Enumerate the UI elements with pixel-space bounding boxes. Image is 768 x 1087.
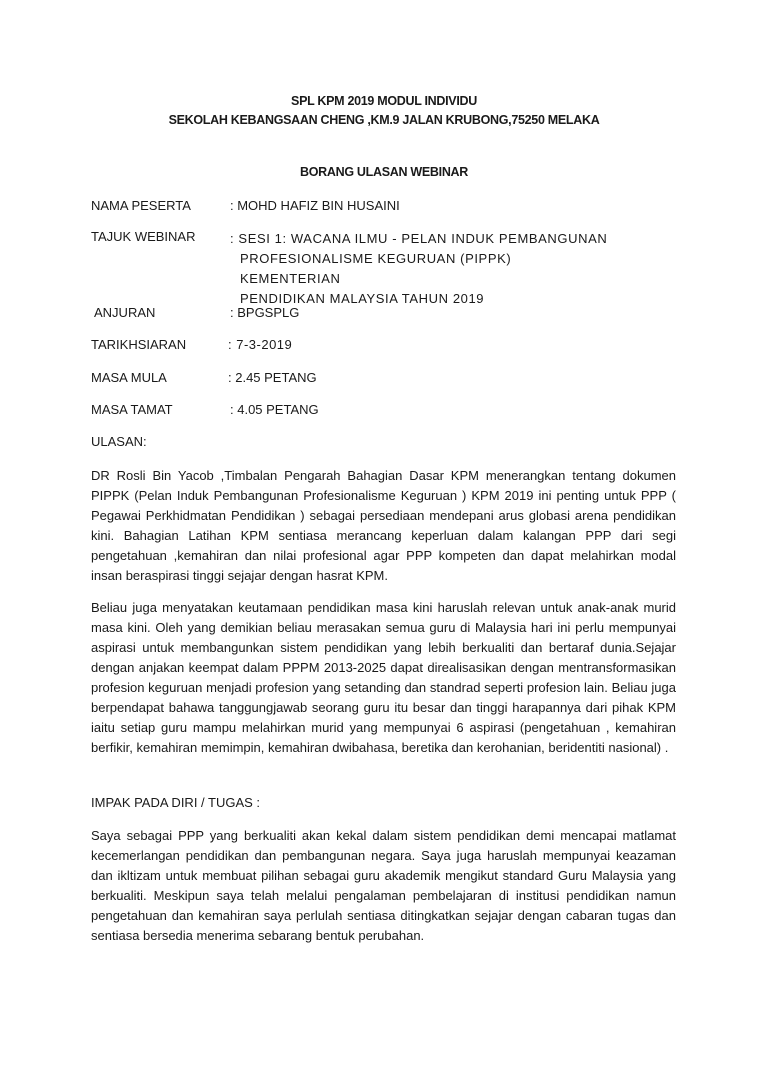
form-title: BORANG ULASAN WEBINAR	[300, 165, 468, 179]
ulasan-label: ULASAN:	[91, 434, 147, 449]
tarikh-siaran-value: : 7-3-2019	[228, 337, 293, 352]
tajuk-line-1: : SESI 1: WACANA ILMU - PELAN INDUK PEMBANGUNAN	[230, 231, 608, 246]
anjuran-value: : BPGSPLG	[230, 305, 300, 320]
tajuk-line-2: PROFESIONALISME KEGURUAN (PIPPK) KEMENTERIAN	[240, 251, 512, 286]
anjuran-label: ANJURAN	[94, 305, 156, 320]
tajuk-webinar-value	[230, 229, 610, 309]
ulasan-paragraph-2: Beliau juga menyatakan keutamaan pendidikan masa kini haruslah relevan untuk anak-anak murid masa kini. Oleh yang demikian beliau merasakan semua guru di Malaysia hari ini perlu mempunyai aspirasi untuk membangunkan sistem pendidikan yang lebih berkualiti dan bertaraf dunia.Sejajar dengan anjakan keempat dalam PPPM 2013-2025 dapat direalisasikan dengan mentransformasikan profesion keguruan menjadi profesion yang setanding dan standrad seperti profesion lain. Beliau juga berpendapat bahawa tanggungjawab seorang guru itu besar dan tinggi harapannya dari pihak KPM iaitu setiap guru mampu melahirkan murid yang mempunyai 6 aspirasi (pengetahuan , kemahiran berfikir, kemahiran memimpin, kemahiran dwibahasa, beretika dan kerohanian, beridentiti nasional) .	[91, 600, 676, 755]
nama-peserta-value: : MOHD HAFIZ BIN HUSAINI	[230, 198, 400, 213]
ulasan-paragraph-1: DR Rosli Bin Yacob ,Timbalan Pengarah Bahagian Dasar KPM menerangkan tentang dokumen PIPPK (Pelan Induk Pembangunan Profesionalisme Keguruan ) KPM 2019 ini penting untuk PPP ( Pegawai Perkhidmatan Pendidikan ) sebagai persediaan mendepani arus globasi arena pendidikan kini. Bahagian Latihan KPM sentiasa merancang keperluan dalam kalangan PPP dari segi pengetahuan ,kemahiran dan nilai profesional agar PPP kompeten dan dapat melahirkan modal insan beraspirasi tinggi sejajar dengan hasrat KPM.	[91, 468, 676, 583]
tajuk-webinar-label: TAJUK WEBINAR	[91, 229, 196, 244]
school-address: SEKOLAH KEBANGSAAN CHENG ,KM.9 JALAN KRUBONG,75250 MELAKA	[168, 113, 600, 127]
nama-peserta-label: NAMA PESERTA	[91, 198, 191, 213]
impak-label: IMPAK PADA DIRI / TUGAS :	[91, 795, 261, 810]
header-line-1: SPL KPM 2019 MODUL INDIVIDU	[291, 94, 477, 108]
masa-mula-value: : 2.45 PETANG	[228, 370, 317, 385]
tajuk-line-3: PENDIDIKAN MALAYSIA TAHUN 2019	[240, 291, 485, 306]
impak-paragraph: Saya sebagai PPP yang berkualiti akan kekal dalam sistem pendidikan demi mencapai matlamat kecemerlangan pendidikan dan pembangunan negara. Saya juga haruslah mempunyai keazaman dan ikltizam untuk membuat pilihan sebagai guru akademik mengikut standard Guru Malaysia yang berkualiti. Meskipun saya telah melalui pengalaman pembelajaran di institusi pendidikan namun pengetahuan dan kemahiran saya perlulah sentiasa ditingkatkan sejajar dengan cabaran tugas dan sentiasa bersedia menerima sebarang bentuk perubahan.	[91, 828, 676, 943]
masa-tamat-value: : 4.05 PETANG	[230, 402, 319, 417]
masa-tamat-label: MASA TAMAT	[91, 402, 173, 417]
tarikh-siaran-label: TARIKHSIARAN	[91, 337, 187, 352]
masa-mula-label: MASA MULA	[91, 370, 167, 385]
